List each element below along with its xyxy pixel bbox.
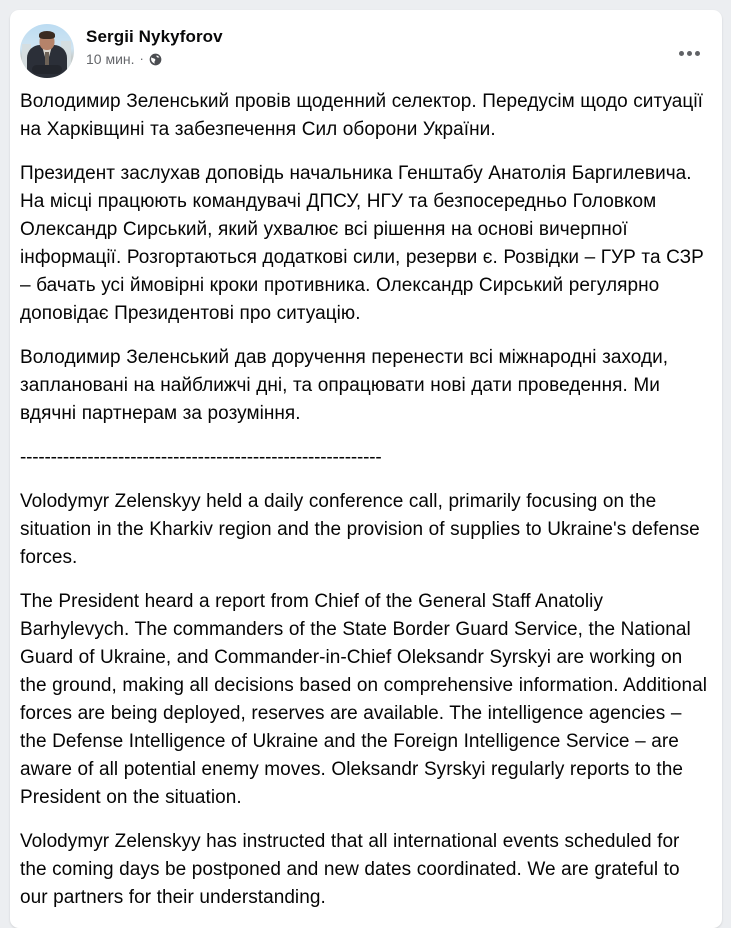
post-header [10, 10, 722, 78]
post-paragraph-uk-2: Президент заслухав доповідь начальника Генштабу Анатолія Баргилевича. На місці працюють командувачі ДПСУ, НГУ та безпосередньо Головком Олександр Сирський, який ухвалює всі рішення на основі вичерпної інформації. Розгортаються додаткові сили, резерви є. Розвідки – ГУР та СЗР – бачать усі ймовірні кроки противника. Олександр Сирський регулярно доповідає Президентові про ситуацію. [20, 163, 704, 324]
meta-separator-dot: · [139, 51, 144, 66]
avatar-person-hair [39, 31, 55, 39]
post-paragraph-uk-1: Володимир Зеленський провів щоденний селектор. Передусім щодо ситуації на Харківщині та забезпечення Сил оборони України. [20, 91, 703, 140]
post-paragraph-en-1: Volodymyr Zelenskyy held a daily conference call, primarily focusing on the situation in the Kharkiv region and the provision of supplies to Ukraine's defense forces. [20, 491, 700, 568]
ellipsis-dot [687, 51, 692, 56]
ellipsis-dot [695, 51, 700, 56]
post-meta-row [86, 50, 708, 68]
post-header-text [86, 24, 708, 68]
post-paragraph-en-2: The President heard a report from Chief of the General Staff Anatoliy Barhylevych. The commanders of the State Border Guard Service, the National Guard of Ukraine, and Commander-in-Chief Oleksandr Syrskyi are working on the ground, making all decisions based on comprehensive information. Additional forces are being deployed, reserves are available. The intelligence agencies – the Defense Intelligence of Ukraine and the Foreign Intelligence Service – are aware of all potential enemy moves. Oleksandr Syrskyi regularly reports to the President on the situation. [20, 591, 707, 808]
post-options-menu-button[interactable] [672, 36, 706, 70]
post-paragraph-uk-3: Володимир Зеленський дав доручення перенести всі міжнародні заходи, заплановані на найближчі дні, та опрацювати нові дати проведення. Ми вдячні партнерам за розуміння. [20, 347, 669, 424]
avatar[interactable] [20, 24, 74, 78]
globe-icon[interactable] [149, 53, 162, 66]
avatar-person-tie [45, 52, 49, 65]
author-name[interactable]: Sergii Nykyforov [86, 27, 223, 46]
avatar-person-arms [32, 65, 62, 74]
post-paragraph-en-3: Volodymyr Zelenskyy has instructed that all international events scheduled for the coming days be postponed and new dates coordinated. We are grateful to our partners for their understanding. [20, 831, 680, 908]
ellipsis-dot [679, 51, 684, 56]
post-timestamp[interactable]: 10 мин. [86, 51, 135, 67]
text-divider: ----------------------------------------------------------- [20, 447, 382, 468]
post-card [10, 10, 722, 928]
post-body [10, 78, 722, 928]
